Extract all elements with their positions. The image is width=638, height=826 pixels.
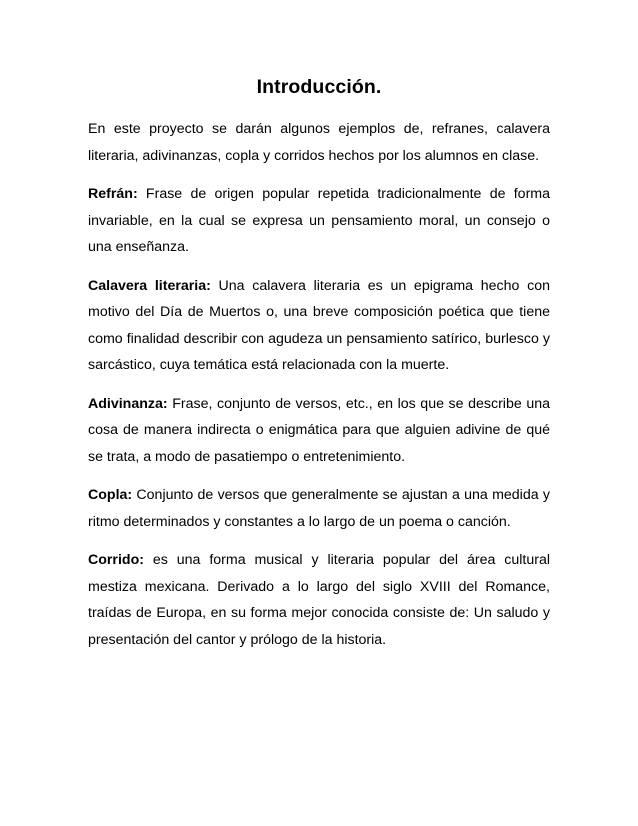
definition-text: Una calavera literaria es un epigrama hecho con motivo del Día de Muertos o, una breve composición poética que tiene como finalidad describir con agudeza un pensamiento satírico, burlesco y sarcástico, cuya temática está relacionada con la muerte. bbox=[88, 277, 550, 373]
definition-term: Calavera literaria: bbox=[88, 277, 211, 294]
definition-calavera-literaria bbox=[88, 273, 550, 379]
definition-term: Adivinanza: bbox=[88, 395, 168, 412]
definition-refran bbox=[88, 181, 550, 261]
definition-text: Conjunto de versos que generalmente se ajustan a una medida y ritmo determinados y constantes a lo largo de un poema o canción. bbox=[88, 487, 550, 530]
definition-text: es una forma musical y literaria popular del área cultural mestiza mexicana. Derivado a lo largo del siglo XVIII del Romance, traídas de Europa, en su forma mejor conocida consiste de: Un saludo y presentación del cantor y prólogo de la historia. bbox=[88, 552, 550, 648]
page-title: Introducción. bbox=[256, 76, 382, 98]
definition-term: Copla: bbox=[88, 487, 133, 503]
definition-text: Frase, conjunto de versos, etc., en los que se describe una cosa de manera indirecta o enigmática para que alguien adivine de qué se trata, a modo de pasatiempo o entretenimiento. bbox=[88, 395, 550, 465]
definition-adivinanza bbox=[88, 391, 550, 471]
intro-paragraph: En este proyecto se darán algunos ejemplos de, refranes, calavera literaria, adivinanzas, copla y corridos hechos por los alumnos en clase. bbox=[88, 121, 550, 164]
definition-term: Corrido: bbox=[88, 552, 144, 568]
definition-copla bbox=[88, 482, 550, 535]
definition-term: Refrán: bbox=[88, 186, 138, 202]
definition-corrido bbox=[88, 547, 550, 653]
definition-text: Frase de origen popular repetida tradicionalmente de forma invariable, en la cual se expresa un pensamiento moral, un consejo o una enseñanza. bbox=[88, 186, 550, 255]
